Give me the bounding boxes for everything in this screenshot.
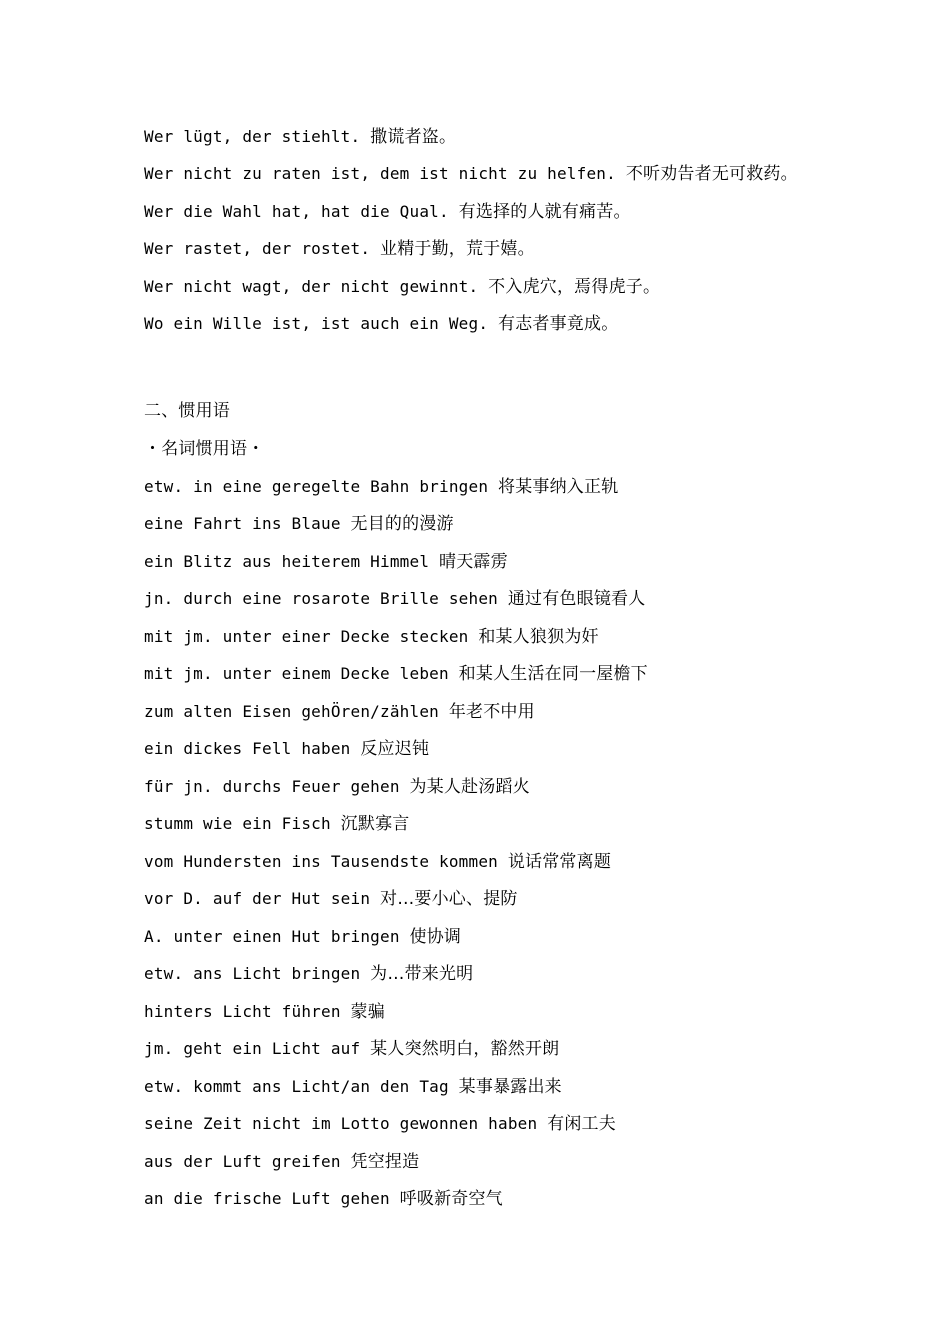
german-text: Wo ein Wille ist, ist auch ein Weg. xyxy=(144,314,489,333)
chinese-text: 通过有色眼镜看人 xyxy=(507,589,646,609)
german-text: vor D. auf der Hut sein xyxy=(144,889,371,908)
german-text: vom Hundersten ins Tausendste kommen xyxy=(144,852,498,871)
german-text: an die frische Luft gehen xyxy=(144,1189,390,1208)
german-text: jn. durch eine rosarote Brille sehen xyxy=(144,589,498,608)
chinese-text: 不入虎穴，焉得虎子。 xyxy=(488,277,661,297)
idiom-line xyxy=(144,627,599,647)
idiom-line xyxy=(144,1114,616,1134)
chinese-text: 和某人生活在同一屋檐下 xyxy=(458,664,648,684)
german-text: Wer rastet, der rostet. xyxy=(144,239,371,258)
idiom-line xyxy=(144,664,648,684)
idiom-line xyxy=(144,777,530,797)
idiom-line xyxy=(144,814,409,834)
proverb-line xyxy=(144,277,660,297)
chinese-text: 蒙骗 xyxy=(350,1002,385,1022)
idiom-line xyxy=(144,552,508,572)
idiom-line xyxy=(144,1152,419,1172)
chinese-text: 使协调 xyxy=(409,927,462,947)
chinese-text: 有闲工夫 xyxy=(547,1114,616,1134)
chinese-text: 说话常常离题 xyxy=(507,852,612,872)
chinese-text: 有选择的人就有痛苦。 xyxy=(458,202,631,222)
german-text: ein Blitz aus heiterem Himmel xyxy=(144,552,430,571)
idiom-line xyxy=(144,1039,559,1059)
chinese-text: 和某人狼狈为奸 xyxy=(478,627,599,647)
german-text: etw. in eine geregelte Bahn bringen xyxy=(144,477,489,496)
proverb-line xyxy=(144,239,535,259)
idiom-line xyxy=(144,1077,562,1097)
proverb-line xyxy=(144,202,631,222)
german-text: hinters Licht führen xyxy=(144,1002,341,1021)
chinese-text: 某事暴露出来 xyxy=(458,1077,562,1097)
chinese-text: 年老不中用 xyxy=(448,702,535,722)
idiom-line xyxy=(144,889,518,909)
chinese-text: 无目的的漫游 xyxy=(350,514,454,534)
idiom-line xyxy=(144,514,454,534)
proverb-line xyxy=(144,127,456,147)
chinese-text: 不听劝告者无可救药。 xyxy=(625,164,798,184)
german-text: A. unter einen Hut bringen xyxy=(144,927,400,946)
german-text: mit jm. unter einem Decke leben xyxy=(144,664,449,683)
german-text: etw. ans Licht bringen xyxy=(144,964,361,983)
german-text: aus der Luft greifen xyxy=(144,1152,341,1171)
german-text: seine Zeit nicht im Lotto gewonnen haben xyxy=(144,1114,538,1133)
german-text: Wer die Wahl hat, hat die Qual. xyxy=(144,202,449,221)
chinese-text: 某人突然明白，豁然开朗 xyxy=(370,1039,560,1059)
german-text: Wer nicht zu raten ist, dem ist nicht zu helfen. xyxy=(144,164,616,183)
german-text: mit jm. unter einer Decke stecken xyxy=(144,627,469,646)
chinese-text: 反应迟钝 xyxy=(360,739,430,759)
proverb-line xyxy=(144,314,618,334)
chinese-text: 撒谎者盗。 xyxy=(370,127,457,147)
idiom-line xyxy=(144,477,618,497)
idiom-line xyxy=(144,927,461,947)
proverb-line xyxy=(144,164,798,184)
german-text: Wer nicht wagt, der nicht gewinnt. xyxy=(144,277,479,296)
chinese-text: 有志者事竟成。 xyxy=(498,314,619,334)
idiom-line xyxy=(144,739,429,759)
german-text: zum alten Eisen gehÖren/zählen xyxy=(144,702,439,721)
chinese-text: 为某人赴汤蹈火 xyxy=(409,777,530,797)
german-text: stumm wie ein Fisch xyxy=(144,814,331,833)
chinese-text: 凭空捏造 xyxy=(350,1152,420,1172)
idiom-line xyxy=(144,964,473,984)
chinese-text: 沉默寡言 xyxy=(340,814,410,834)
chinese-text: 业精于勤，荒于嬉。 xyxy=(380,239,535,259)
section-heading: 二、惯用语 xyxy=(144,401,230,421)
german-text: ein dickes Fell haben xyxy=(144,739,351,758)
idiom-line xyxy=(144,1002,385,1022)
idiom-line xyxy=(144,589,645,609)
idiom-line xyxy=(144,1189,503,1209)
chinese-text: 为…带来光明 xyxy=(370,964,474,984)
idiom-line xyxy=(144,702,535,722)
german-text: jm. geht ein Licht auf xyxy=(144,1039,361,1058)
german-text: Wer lügt, der stiehlt. xyxy=(144,127,361,146)
chinese-text: 将某事纳入正轨 xyxy=(498,477,619,497)
chinese-text: 呼吸新奇空气 xyxy=(399,1189,503,1209)
chinese-text: 对…要小心、提防 xyxy=(380,889,518,909)
german-text: etw. kommt ans Licht/an den Tag xyxy=(144,1077,449,1096)
chinese-text: 晴天霹雳 xyxy=(439,552,508,572)
german-text: eine Fahrt ins Blaue xyxy=(144,514,341,533)
idiom-line xyxy=(144,852,611,872)
subsection-heading: ・名词惯用语・ xyxy=(144,439,265,459)
german-text: für jn. durchs Feuer gehen xyxy=(144,777,400,796)
